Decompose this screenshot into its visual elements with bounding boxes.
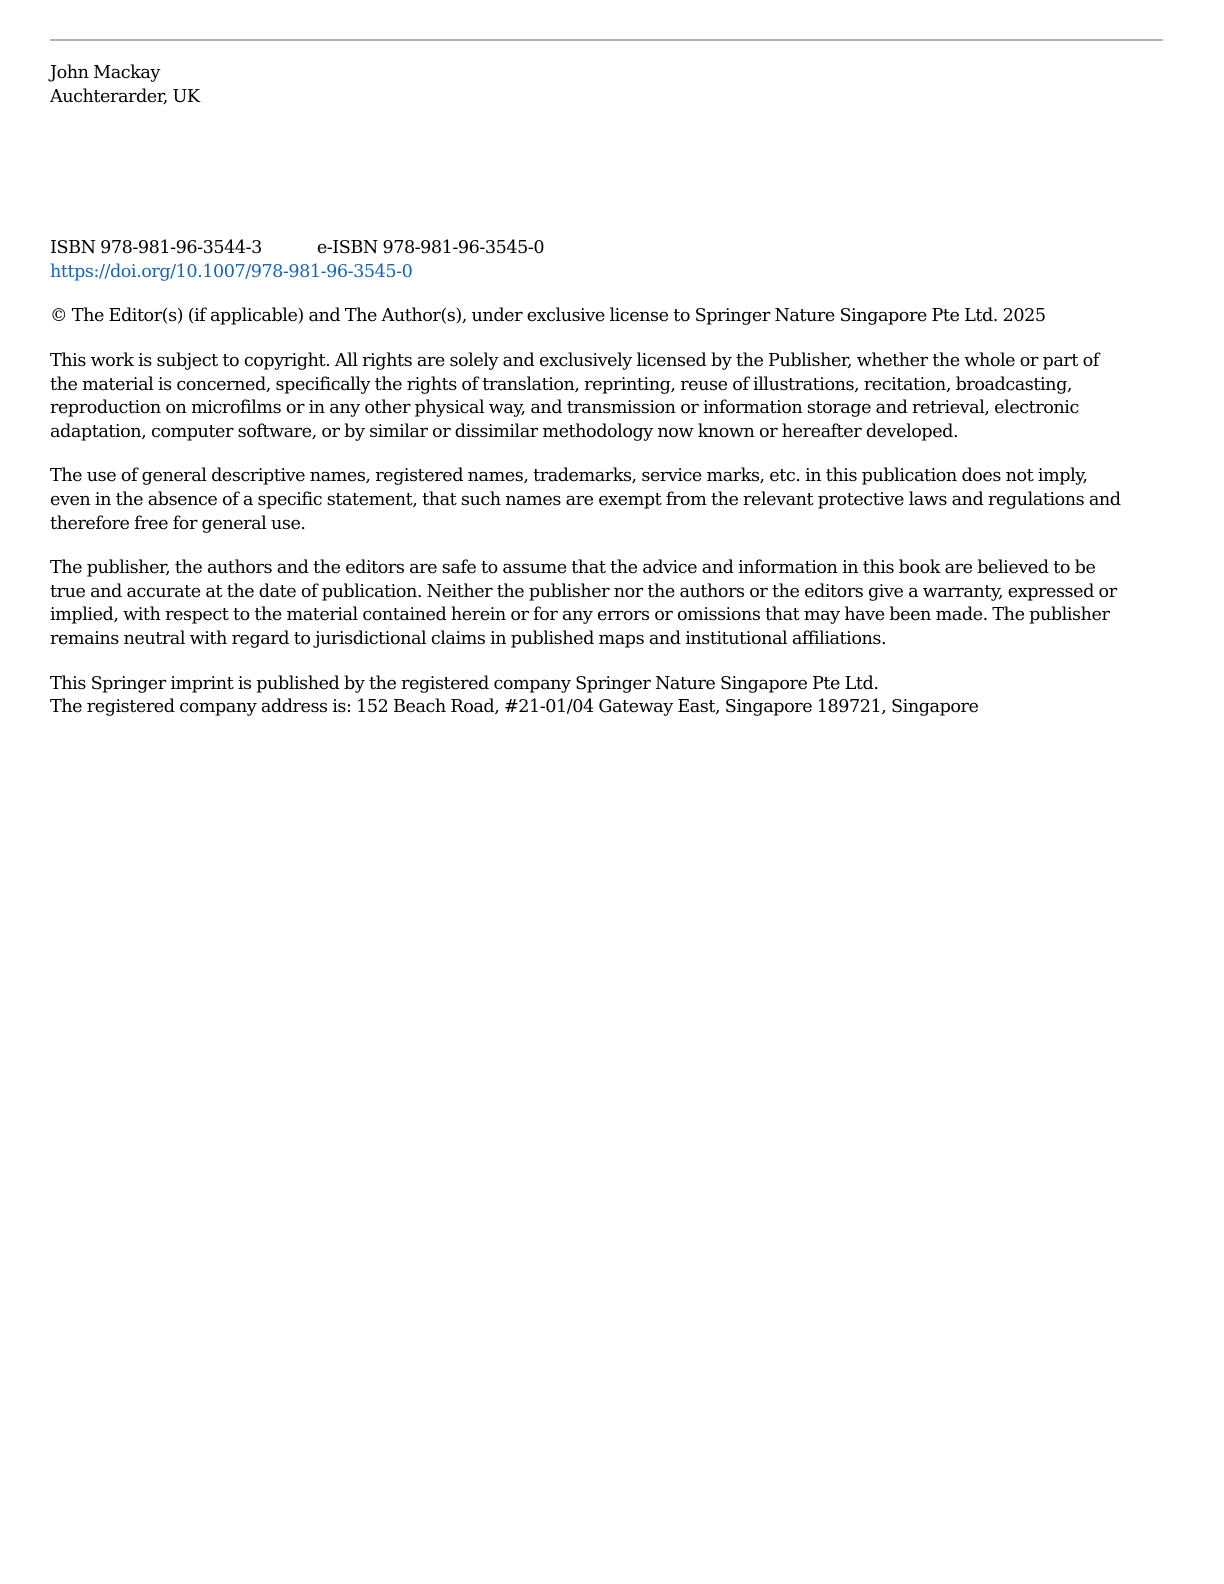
author-block xyxy=(50,62,1170,109)
copyright-line: © The Editor(s) (if applicable) and The Author(s), under exclusive license to Springer Nature Singapore Pte Ltd. 2025 xyxy=(50,306,1046,327)
trademarks-line-1: The use of general descriptive names, registered names, trademarks, service marks, etc. in this publication does not imply, xyxy=(50,466,1088,487)
trademarks-line-2: even in the absence of a specific statement, that such names are exempt from the relevant protective laws and regulations and xyxy=(50,489,1121,510)
author-location: Auchterarder, UK xyxy=(50,86,200,107)
trademarks-paragraph xyxy=(50,465,1170,536)
rights-paragraph xyxy=(50,350,1170,444)
disclaimer-line-2: true and accurate at the date of publication. Neither the publisher nor the authors or the editors give a warranty, expressed or xyxy=(50,581,1117,602)
copyright-page xyxy=(50,62,1170,720)
rights-line-1: This work is subject to copyright. All rights are solely and exclusively licensed by the Publisher, whether the whole or part of xyxy=(50,350,1099,371)
rights-line-3: reproduction on microfilms or in any other physical way, and transmission or information storage and retrieval, electronic xyxy=(50,398,1079,419)
electronic-isbn: e-ISBN 978-981-96-3545-0 xyxy=(316,238,545,259)
imprint-paragraph xyxy=(50,673,1170,720)
print-isbn: ISBN 978-981-96-3544-3 xyxy=(50,238,262,259)
trademarks-line-3: therefore free for general use. xyxy=(50,513,306,534)
imprint-address: The registered company address is: 152 Beach Road, #21-01/04 Gateway East, Singapore 189721, Singapore xyxy=(50,697,979,718)
rights-line-2: the material is concerned, specifically the rights of translation, reprinting, reuse of illustrations, recitation, broadcasting, xyxy=(50,374,1073,395)
disclaimer-line-1: The publisher, the authors and the editors are safe to assume that the advice and information in this book are believed to be xyxy=(50,558,1096,579)
header-rule xyxy=(50,39,1163,41)
isbn-row xyxy=(50,237,1170,261)
disclaimer-paragraph xyxy=(50,557,1170,651)
copyright-notice xyxy=(50,305,1170,329)
disclaimer-line-4: remains neutral with regard to jurisdictional claims in published maps and institutional affiliations. xyxy=(50,628,887,649)
rights-line-4: adaptation, computer software, or by similar or dissimilar methodology now known or hereafter developed. xyxy=(50,421,959,442)
isbn-block xyxy=(50,237,1170,284)
disclaimer-line-3: implied, with respect to the material contained herein or for any errors or omissions that may have been made. The publisher xyxy=(50,605,1110,626)
author-name: John Mackay xyxy=(50,63,160,83)
imprint-line-1: This Springer imprint is published by the registered company Springer Nature Singapore Pte Ltd. xyxy=(50,673,879,694)
doi-link[interactable]: https://doi.org/10.1007/978-981-96-3545-0 xyxy=(50,261,413,282)
